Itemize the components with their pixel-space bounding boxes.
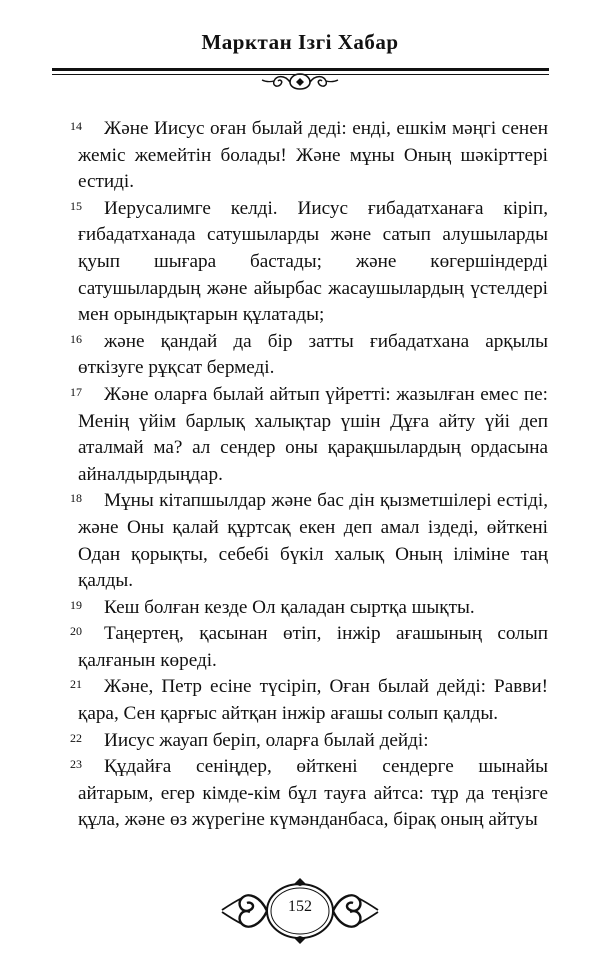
verse-text: Құдайға сеніңдер, өйткені сендерге шынайы айтарым, егер кімде-кім бұл тауға айтса: тұр да теңізге құла, және өз жүрегіне күмәнданбаса, бірақ оның айтуы	[78, 756, 548, 831]
verse-text: Және оларға былай айтып үйретті: жазылған емес пе: Менің үйім барлық халықтар үшін Дұға айту үйі деп аталмай ма? ал сендер оны қарақшылардың ордасына айналдырдыңдар.	[78, 383, 548, 485]
verse-text: және қандай да бір затты ғибадатхана арқылы өткізуге рұқсат бермеді.	[78, 330, 548, 379]
verse-17	[70, 382, 548, 488]
verse-18	[70, 488, 548, 594]
verse-text: Иерусалимге келді. Иисус ғибадатханаға кіріп, ғибадатханада сатушыларды және сатып алушыларды қуып шығара бастады; және көгершіндерді сатушылардың және айырбас жасаушылардың үстелдері мен орындықтарын құлатады;	[78, 197, 548, 326]
verse-19	[70, 595, 548, 622]
running-head-title: Марктан Ізгі Хабар	[201, 30, 399, 54]
verse-text: Және Иисус оған былай деді: енді, ешкім мәңгі сенен жеміс жемейтін болады! Және мұны Оның шәкірттері естиді.	[78, 118, 548, 193]
verse-number: 23	[70, 757, 82, 772]
verse-text: Кеш болған кезде Ол қаладан сыртқа шықты.	[104, 596, 475, 618]
verse-number: 19	[70, 597, 82, 612]
verse-body	[70, 116, 548, 834]
verse-number: 18	[70, 491, 82, 506]
verse-text: Таңертең, қасынан өтіп, інжір ағашының солып қалғанын көреді.	[78, 623, 548, 671]
header-ornament-icon	[260, 70, 340, 94]
verse-20	[70, 621, 548, 674]
verse-number: 15	[70, 198, 82, 213]
verse-number: 17	[70, 384, 82, 399]
verse-number: 20	[70, 624, 82, 639]
verse-23	[70, 754, 548, 834]
verse-text: Иисус жауап беріп, оларға былай дейді:	[104, 729, 429, 751]
verse-21	[70, 674, 548, 727]
verse-number: 21	[70, 677, 82, 692]
verse-14	[70, 116, 548, 196]
verse-15	[70, 196, 548, 329]
verse-number: 16	[70, 331, 82, 346]
page-number: 152	[288, 898, 312, 915]
verse-text: Мұны кітапшылдар және бас дін қызметшілері естіді, және Оны қалай құртсақ екен деп амал іздеді, өйткені Одан қорықты, себебі бүкіл халық Оның іліміне таң қалды.	[78, 490, 548, 592]
verse-22	[70, 728, 548, 755]
verse-16	[70, 329, 548, 382]
verse-number: 14	[70, 119, 82, 133]
verse-text: Және, Петр есіне түсіріп, Оған былай дейді: Равви! қара, Сен қарғыс айтқан інжір ағашы солып қалды.	[78, 676, 548, 725]
verse-number: 22	[70, 730, 82, 745]
